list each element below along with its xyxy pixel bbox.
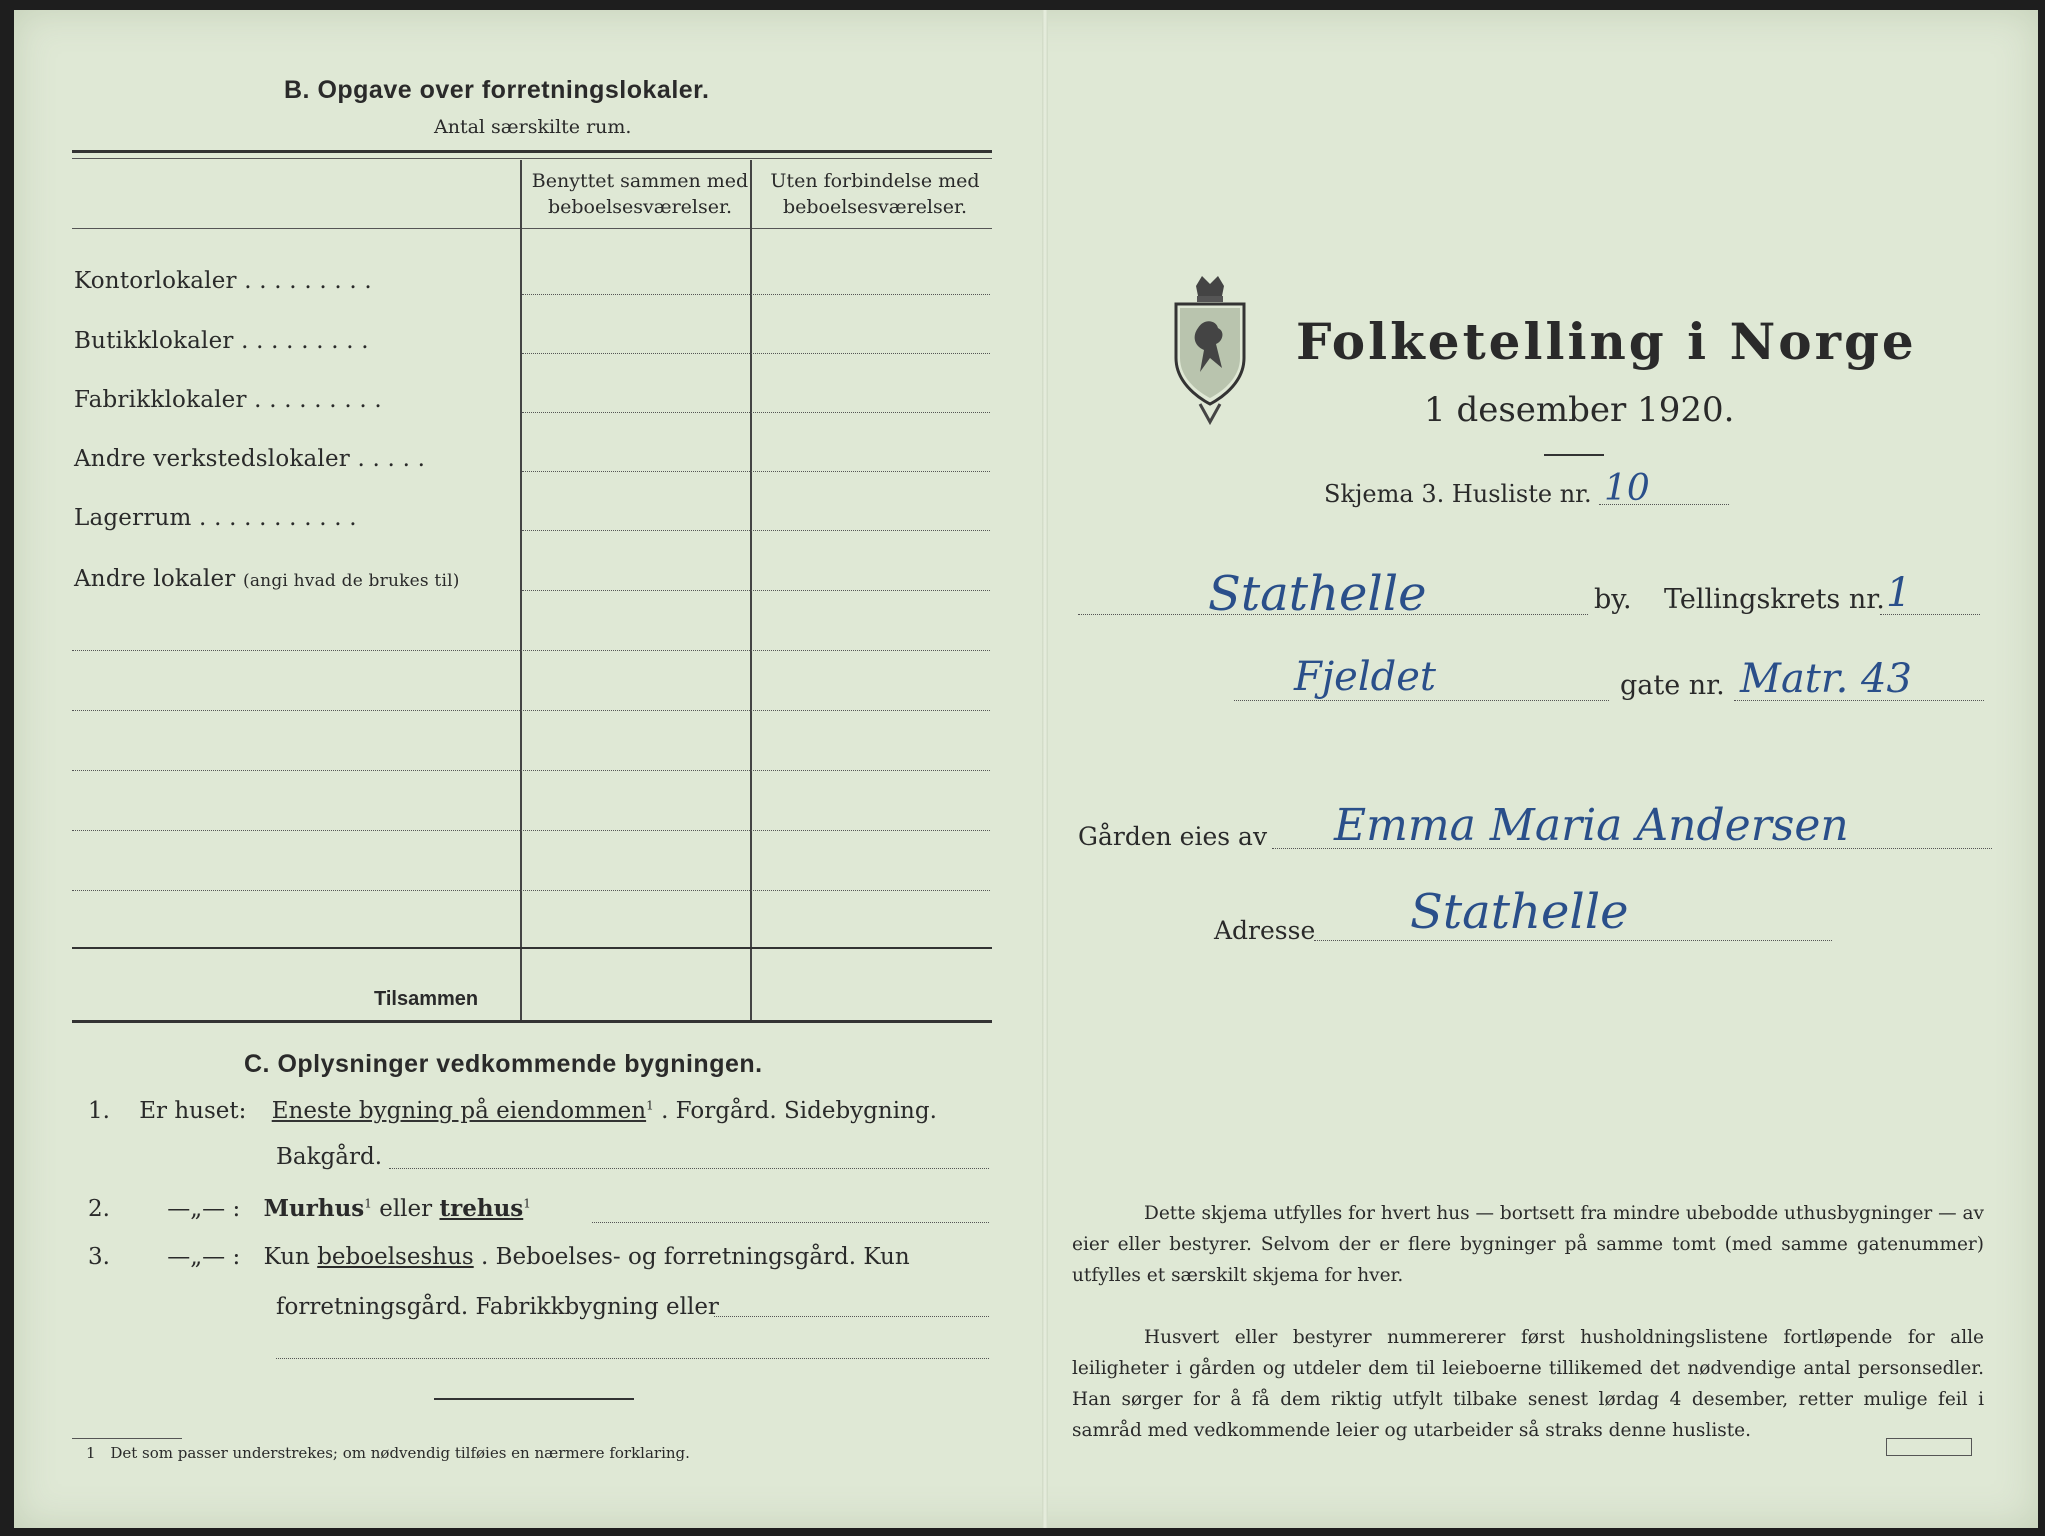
section-b-title: B. Opgave over forretningslokaler.	[284, 76, 710, 104]
footnote-ref: 1	[646, 1098, 654, 1113]
q2-murhus: Murhus	[263, 1195, 365, 1222]
eier-value: Emma Maria Andersen	[1334, 800, 1849, 851]
column-divider-2	[750, 160, 752, 1022]
q1-label: Er huset:	[139, 1098, 247, 1124]
short-rule	[434, 1398, 634, 1400]
row-lagerrum: Lagerrum . . . . . . . . . . .	[74, 505, 357, 531]
answer-line	[1234, 700, 1609, 701]
norwegian-coat-of-arms-icon	[1170, 272, 1250, 446]
q2-eller: eller	[379, 1196, 433, 1222]
census-date: 1 desember 1920.	[1424, 390, 1735, 430]
row-kontorlokaler: Kontorlokaler . . . . . . . . .	[74, 268, 372, 294]
answer-line	[1078, 614, 1588, 615]
row-line	[72, 770, 990, 771]
andre-lokaler-label: Andre lokaler	[74, 566, 236, 592]
row-line	[522, 412, 990, 413]
answer-line	[389, 1168, 989, 1169]
row-line	[522, 294, 990, 295]
tellingskrets-label: Tellingskrets nr.	[1664, 584, 1885, 615]
q3-beboelseshus: beboelseshus	[317, 1244, 474, 1270]
answer-line	[1734, 700, 1984, 701]
question-3	[88, 1244, 910, 1270]
column-divider-1	[520, 160, 522, 1022]
answer-line	[1314, 940, 1832, 941]
total-rule-bottom	[72, 1020, 992, 1023]
by-value: Stathelle	[1208, 566, 1427, 622]
row-andre-verksted: Andre verkstedslokaler . . . . .	[74, 446, 426, 472]
adresse-label: Adresse	[1214, 916, 1316, 945]
footnote-mark: 1	[86, 1444, 96, 1462]
footnote-text: Det som passer understrekes; om nødvendig tilføies en nærmere forklaring.	[110, 1444, 690, 1462]
q3-kun: Kun	[263, 1244, 310, 1270]
q3-label: —„— :	[167, 1244, 241, 1270]
form-title: Folketelling i Norge	[1296, 312, 1917, 371]
column-header-combined: Benyttet sammen med beboelsesværelser.	[531, 170, 749, 218]
row-butikklokaler: Butikklokaler . . . . . . . . .	[74, 328, 369, 354]
answer-line	[1880, 614, 1980, 615]
row-fabrikklokaler: Fabrikklokaler . . . . . . . . .	[74, 387, 382, 413]
answer-line	[1272, 848, 1992, 849]
header-bottom-rule	[72, 228, 992, 229]
question-1	[88, 1098, 1008, 1124]
husliste-number: 10	[1604, 468, 1650, 509]
total-rule-top	[72, 947, 992, 949]
q3-line2: forretningsgård. Fabrikkbygning eller	[276, 1294, 719, 1320]
instruction-paragraph-1: Dette skjema utfylles for hvert hus — bortsett fra mindre ubebodde uthusbygninger — av eier eller bestyrer. Selvom der er flere bygninger på samme tomt (med samme gatenummer) utfylles et særskilt skjema for hver.	[1072, 1203, 1984, 1286]
q3-other-options: . Beboelses- og forretningsgård. Kun	[481, 1244, 910, 1270]
table-top-rule-thin	[72, 158, 992, 159]
q1-option-eneste: Eneste bygning på eiendommen	[271, 1098, 647, 1124]
footnote-ref: 1	[523, 1196, 531, 1211]
row-line	[72, 830, 990, 831]
title-separator	[1544, 454, 1604, 456]
footnote-ref: 1	[364, 1196, 372, 1211]
question-2	[88, 1195, 531, 1222]
answer-line	[276, 1358, 989, 1359]
answer-line	[1599, 504, 1729, 505]
q3-number: 3.	[88, 1244, 110, 1270]
adresse-value: Stathelle	[1410, 884, 1629, 940]
section-c-title: C. Oplysninger vedkommende bygningen.	[244, 1050, 763, 1078]
answer-line	[592, 1222, 989, 1223]
q1-other-options: . Forgård. Sidebygning.	[661, 1098, 937, 1124]
q2-number: 2.	[88, 1196, 110, 1222]
row-andre-lokaler	[74, 566, 460, 592]
by-label: by.	[1594, 584, 1632, 615]
row-line	[522, 590, 990, 591]
table-top-rule	[72, 150, 992, 153]
answer-line	[714, 1316, 989, 1317]
row-line	[72, 650, 990, 651]
skjema-label: Skjema 3. Husliste nr.	[1324, 480, 1592, 508]
row-line	[72, 710, 990, 711]
q1-number: 1.	[88, 1098, 110, 1124]
row-line	[522, 471, 990, 472]
row-line	[72, 890, 990, 891]
census-form	[14, 10, 2038, 1528]
row-line	[522, 530, 990, 531]
gate-label: gate nr.	[1620, 670, 1725, 701]
tilsammen-label: Tilsammen	[374, 988, 479, 1010]
page-fold	[1042, 10, 1048, 1528]
q2-trehus: trehus	[439, 1195, 524, 1222]
section-b-subtitle: Antal særskilte rum.	[434, 116, 632, 138]
gate-value: Fjeldet	[1294, 654, 1436, 700]
footnote-rule	[72, 1438, 182, 1439]
gate-number: Matr. 43	[1740, 656, 1912, 702]
column-header-separate: Uten forbindelse med beboelsesværelser.	[770, 170, 980, 218]
printer-stamp	[1886, 1438, 1972, 1456]
instruction-paragraph-2: Husvert eller bestyrer nummererer først husholdningslistene fortløpende for alle leiligheter i gården og utdeler dem til leieboerne tillikemed det nødvendige antal personsedler. Han sørger for å få dem riktig utfylt tilbake senest lørdag 4 desember, retter mulige feil i samråd med vedkommende leier og utarbeider så straks denne husliste.	[1072, 1327, 1984, 1441]
tellingskrets-value: 1	[1886, 570, 1912, 616]
q2-label: —„— :	[167, 1196, 241, 1222]
andre-lokaler-note: (angi hvad de brukes til)	[243, 571, 460, 591]
q1-bakgard: Bakgård.	[276, 1144, 383, 1170]
eier-label: Gården eies av	[1078, 822, 1268, 851]
row-line	[522, 353, 990, 354]
footnote	[86, 1444, 690, 1462]
